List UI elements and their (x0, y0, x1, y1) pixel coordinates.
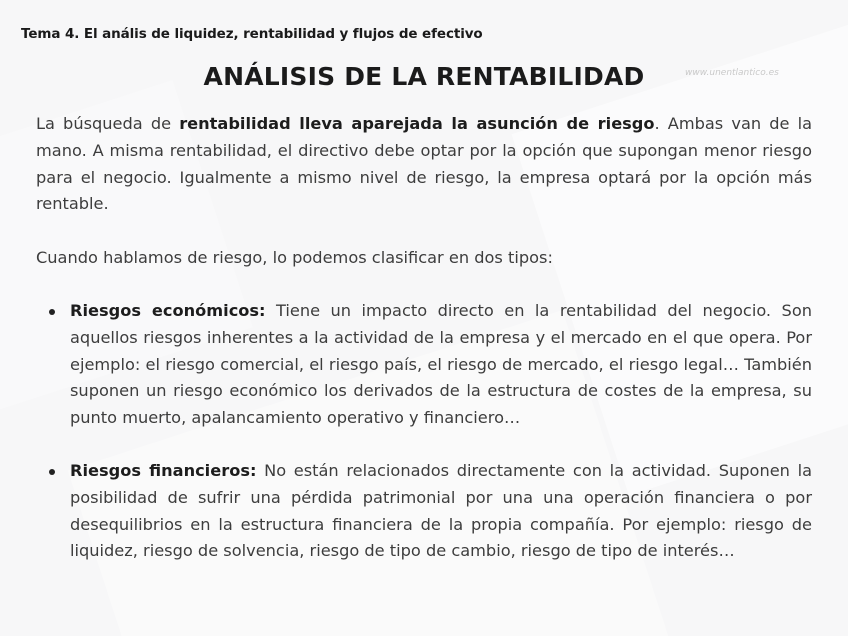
risk-type-description: Tiene un impacto directo en la rentabilidad del negocio. Son aquellos riesgos inherentes a la actividad de la empresa y el mercado en el que opera. Por ejemplo: el riesgo comercial, el riesgo país, el riesgo de mercado, el riesgo legal… También suponen un riesgo económico los derivados de la estructura de costes de la empresa, su punto muerto, apalancamiento operativo y financiero… (70, 300, 812, 428)
intro-paragraph (36, 111, 812, 218)
slide-content (36, 111, 812, 565)
bullet-icon (49, 469, 55, 475)
risk-type-label: Riesgos financieros: (70, 460, 257, 480)
intro-text-end: . Ambas van de la mano. A misma rentabilidad, el directivo debe optar por la opción que supongan menor riesgo para el negocio. Igualmente a mismo nivel de riesgo, la empresa optará por la opción más rentable. (36, 114, 812, 214)
watermark: www.unentlantico.es (685, 68, 779, 78)
intro-bold-text: rentabilidad lleva aparejada la asunción de riesgo (179, 114, 655, 133)
classification-paragraph: Cuando hablamos de riesgo, lo podemos clasificar en dos tipos: (36, 248, 553, 268)
risk-type-description: No están relacionados directamente con la actividad. Suponen la posibilidad de sufrir una pérdida patrimonial por una una operación financiera o por desequilibrios en la estructura financiera de la propia compañía. Por ejemplo: riesgo de liquidez, riesgo de solvencia, riesgo de tipo de cambio, riesgo de tipo de interés… (70, 460, 812, 561)
list-item (70, 458, 812, 565)
intro-text-start: La búsqueda de (36, 114, 180, 133)
slide-title: ANÁLISIS DE LA RENTABILIDAD (203, 62, 645, 91)
bullet-icon (49, 309, 55, 315)
risk-type-label: Riesgos económicos: (70, 300, 266, 320)
risk-types-list (36, 298, 812, 565)
topic-header: Tema 4. El anális de liquidez, rentabilidad y flujos de efectivo (21, 26, 483, 42)
list-item (70, 298, 812, 432)
